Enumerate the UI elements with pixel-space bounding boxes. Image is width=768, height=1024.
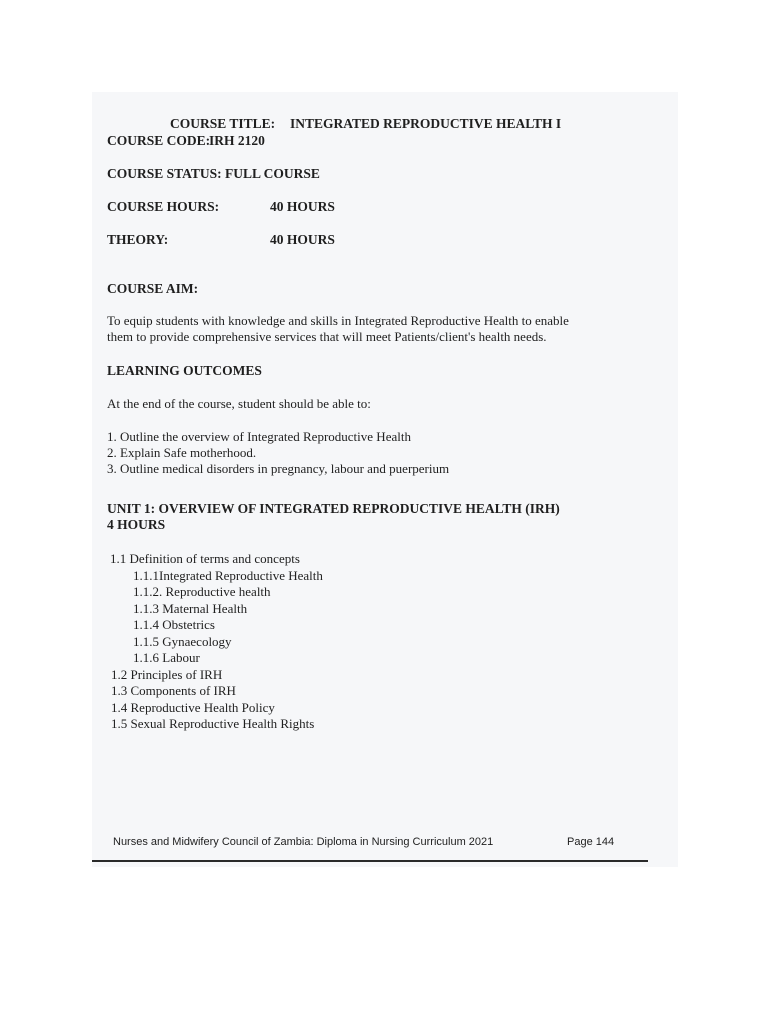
course-code-value: IRH 2120 [209,133,265,148]
course-status: COURSE STATUS: FULL COURSE [107,166,320,181]
topic-item: 1.1.3 Maternal Health [133,601,248,616]
course-aim-line-1: To equip students with knowledge and skills in Integrated Reproductive Health to enable [107,313,569,328]
topic-item: 1.1 Definition of terms and concepts [110,551,300,566]
course-title-value: INTEGRATED REPRODUCTIVE HEALTH I [290,116,562,131]
topic-item: 1.2 Principles of IRH [111,667,223,682]
unit-1-hours: 4 HOURS [107,517,166,532]
topic-item: 1.1.1Integrated Reproductive Health [133,568,323,583]
topic-item: 1.1.6 Labour [133,650,200,665]
page-number: Page 144 [567,836,615,848]
learning-outcomes-intro: At the end of the course, student should be able to: [107,396,371,411]
course-title-label: COURSE TITLE: [170,116,276,131]
topic-item: 1.1.2. Reproductive health [133,584,271,599]
unit-1-heading: UNIT 1: OVERVIEW OF INTEGRATED REPRODUCTIVE HEALTH (IRH) [107,501,560,516]
course-hours-value: 40 HOURS [270,199,335,214]
learning-outcomes-heading: LEARNING OUTCOMES [107,363,262,378]
topic-item: 1.3 Components of IRH [111,683,236,698]
topic-item: 1.1.5 Gynaecology [133,634,232,649]
outcome-item: 1. Outline the overview of Integrated Reproductive Health [107,429,411,444]
topic-item: 1.5 Sexual Reproductive Health Rights [111,716,315,731]
theory-value: 40 HOURS [270,232,335,247]
footer-text: Nurses and Midwifery Council of Zambia: Diploma in Nursing Curriculum 2021 [113,836,494,848]
course-aim-line-2: them to provide comprehensive services that will meet Patients/client's health needs. [107,329,547,344]
course-code-label: COURSE CODE: [107,133,211,148]
topic-item: 1.4 Reproductive Health Policy [111,700,275,715]
course-hours-label: COURSE HOURS: [107,199,220,214]
outcome-item: 3. Outline medical disorders in pregnancy, labour and puerperium [107,461,450,476]
footer-divider [92,860,648,862]
topic-item: 1.1.4 Obstetrics [133,617,215,632]
theory-label: THEORY: [107,232,169,247]
outcome-item: 2. Explain Safe motherhood. [107,445,257,460]
course-aim-heading: COURSE AIM: [107,281,199,296]
